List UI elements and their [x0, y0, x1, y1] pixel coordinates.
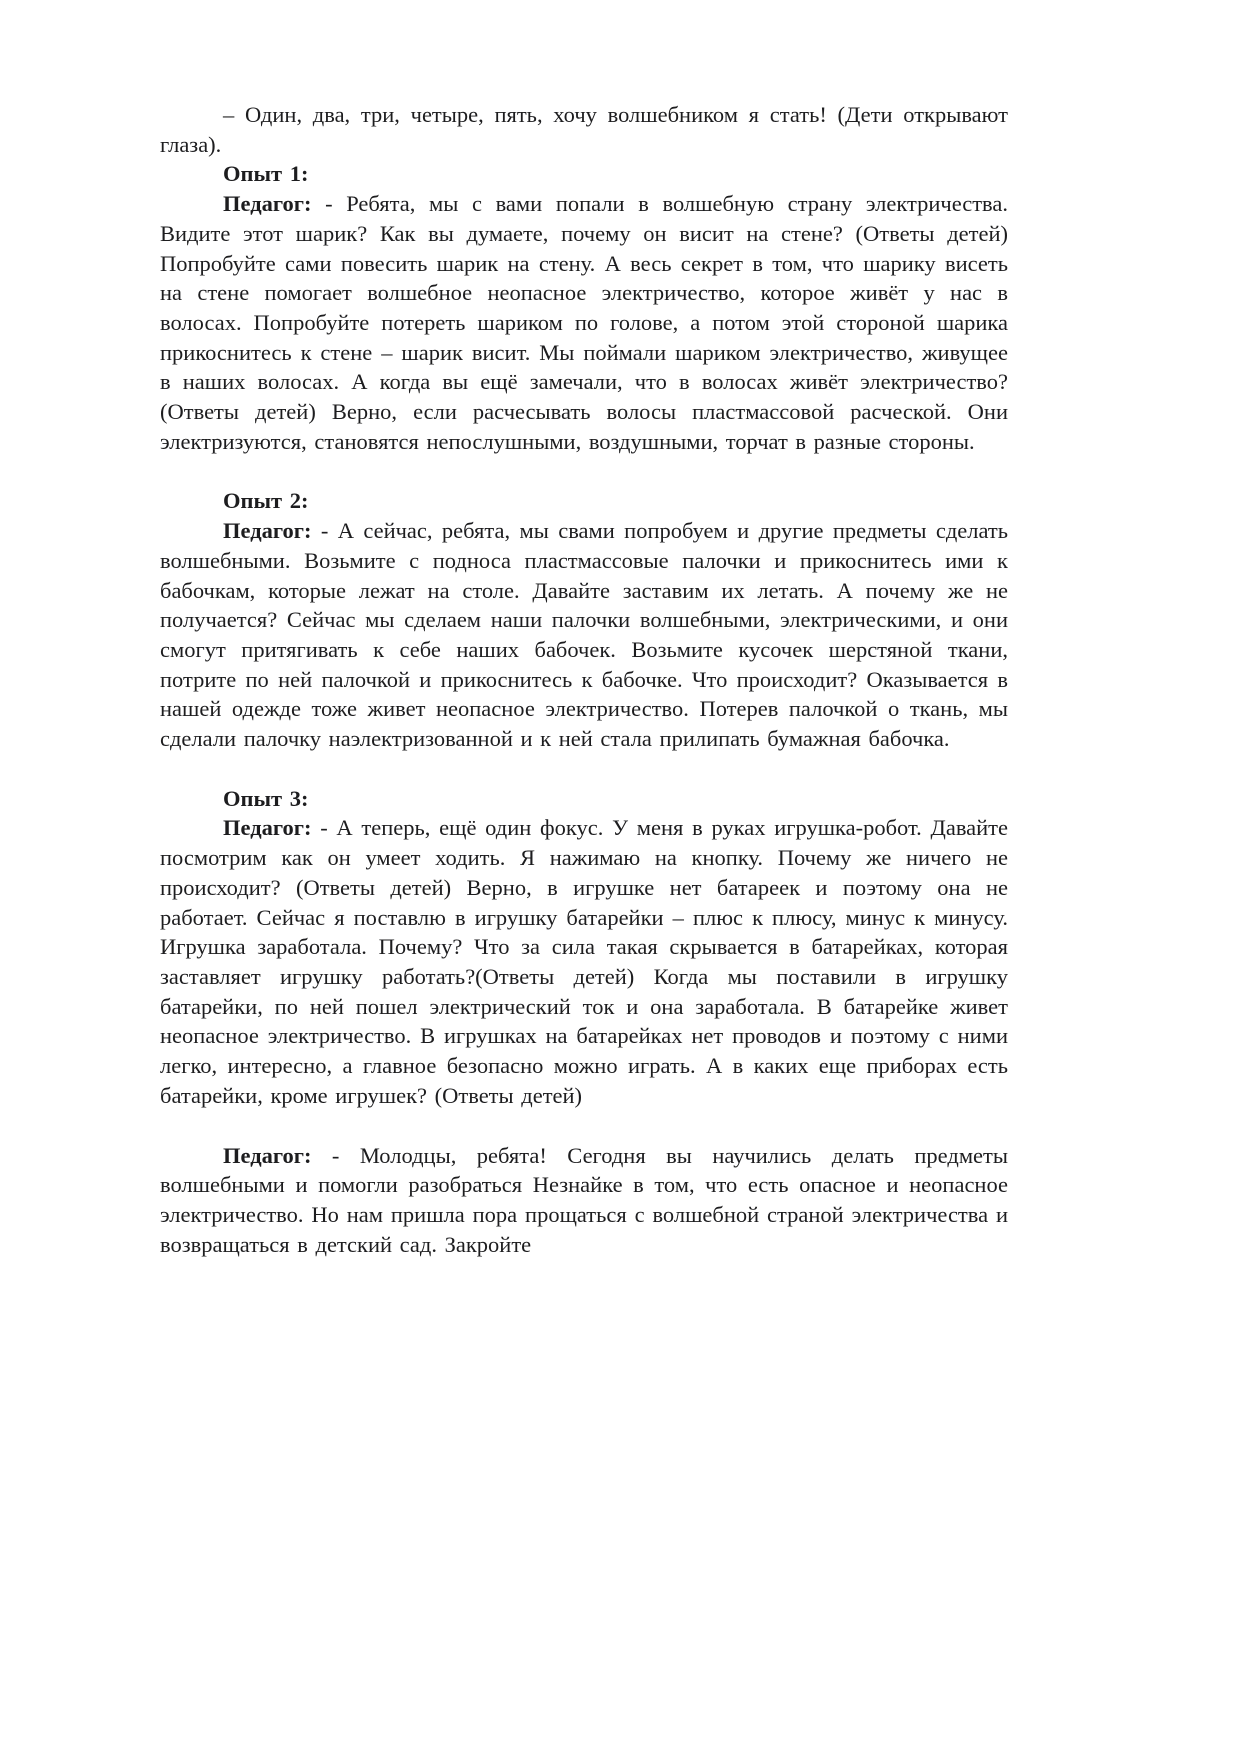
- heading-label: Опыт 3:: [223, 785, 309, 811]
- speaker-label: Педагог:: [223, 518, 312, 544]
- paragraph-intro: [160, 100, 1008, 159]
- speaker-label: Педагог:: [223, 191, 312, 217]
- speaker-label: Педагог:: [223, 1142, 312, 1168]
- speaker-label: Педагог:: [223, 815, 312, 841]
- paragraph-text: - А сейчас, ребята, мы свами попробуем и другие предметы сделать волшебными. Возьмите с подноса пластмассовые палочки и прикоснитесь ими к бабочкам, которые лежат на столе. Давайте заставим их летать. А почему же не получается? Сейчас мы сделаем наши палочки волшебными, электрическими, и они смогут притягивать к себе наших бабочек. Возьмите кусочек шерстяной ткани, потрите по ней палочкой и прикоснитесь к бабочке. Что происходит? Оказывается в нашей одежде тоже живет неопасное электричество. Потерев палочкой о ткань, мы сделали палочку наэлектризованной и к ней стала прилипать бумажная бабочка.: [160, 518, 1008, 752]
- document-body: [160, 100, 1008, 1259]
- paragraph-text: - Молодцы, ребята! Сегодня вы научились делать предметы волшебными и помогли разобраться Незнайке в том, что есть опасное и неопасное электричество. Но нам пришла пора прощаться с волшебной страной электричества и возвращаться в детский сад. Закройте: [160, 1142, 1008, 1257]
- paragraph-experiment-1: [160, 189, 1008, 456]
- heading-label: Опыт 2:: [223, 488, 309, 514]
- heading-label: Опыт 1:: [223, 161, 309, 187]
- paragraph-experiment-3: [160, 813, 1008, 1110]
- paragraph-conclusion: [160, 1141, 1008, 1260]
- paragraph-text: - А теперь, ещё один фокус. У меня в руках игрушка-робот. Давайте посмотрим как он умеет ходить. Я нажимаю на кнопку. Почему же ничего не происходит? (Ответы детей) Верно, в игрушке нет батареек и поэтому она не работает. Сейчас я поставлю в игрушку батарейки – плюс к плюсу, минус к минусу. Игрушка заработала. Почему? Что за сила такая скрывается в батарейках, которая заставляет игрушку работать?(Ответы детей) Когда мы поставили в игрушку батарейки, по ней пошел электрический ток и она заработала. В батарейке живет неопасное электричество. В игрушках на батарейках нет проводов и поэтому с ними легко, интересно, а главное безопасно можно играть. А в каких еще приборах есть батарейки, кроме игрушек? (Ответы детей): [160, 815, 1008, 1108]
- paragraph-text: – Один, два, три, четыре, пять, хочу волшебником я стать! (Дети открывают глаза).: [160, 102, 1008, 157]
- paragraph-text: - Ребята, мы с вами попали в волшебную страну электричества. Видите этот шарик? Как вы думаете, почему он висит на стене? (Ответы детей) Попробуйте сами повесить шарик на стену. А весь секрет в том, что шарику висеть на стене помогает волшебное неопасное электричество, которое живёт у нас в волосах. Попробуйте потереть шариком по голове, а потом этой стороной шарика прикоснитесь к стене – шарик висит. Мы поймали шариком электричество, живущее в наших волосах. А когда вы ещё замечали, что в волосах живёт электричество? (Ответы детей) Верно, если расчесывать волосы пластмассовой расческой. Они электризуются, становятся непослушными, воздушными, торчат в разные стороны.: [160, 191, 1008, 454]
- paragraph-experiment-2: [160, 516, 1008, 754]
- heading-experiment-2: [160, 486, 1008, 516]
- heading-experiment-3: [160, 784, 1008, 814]
- heading-experiment-1: [160, 159, 1008, 189]
